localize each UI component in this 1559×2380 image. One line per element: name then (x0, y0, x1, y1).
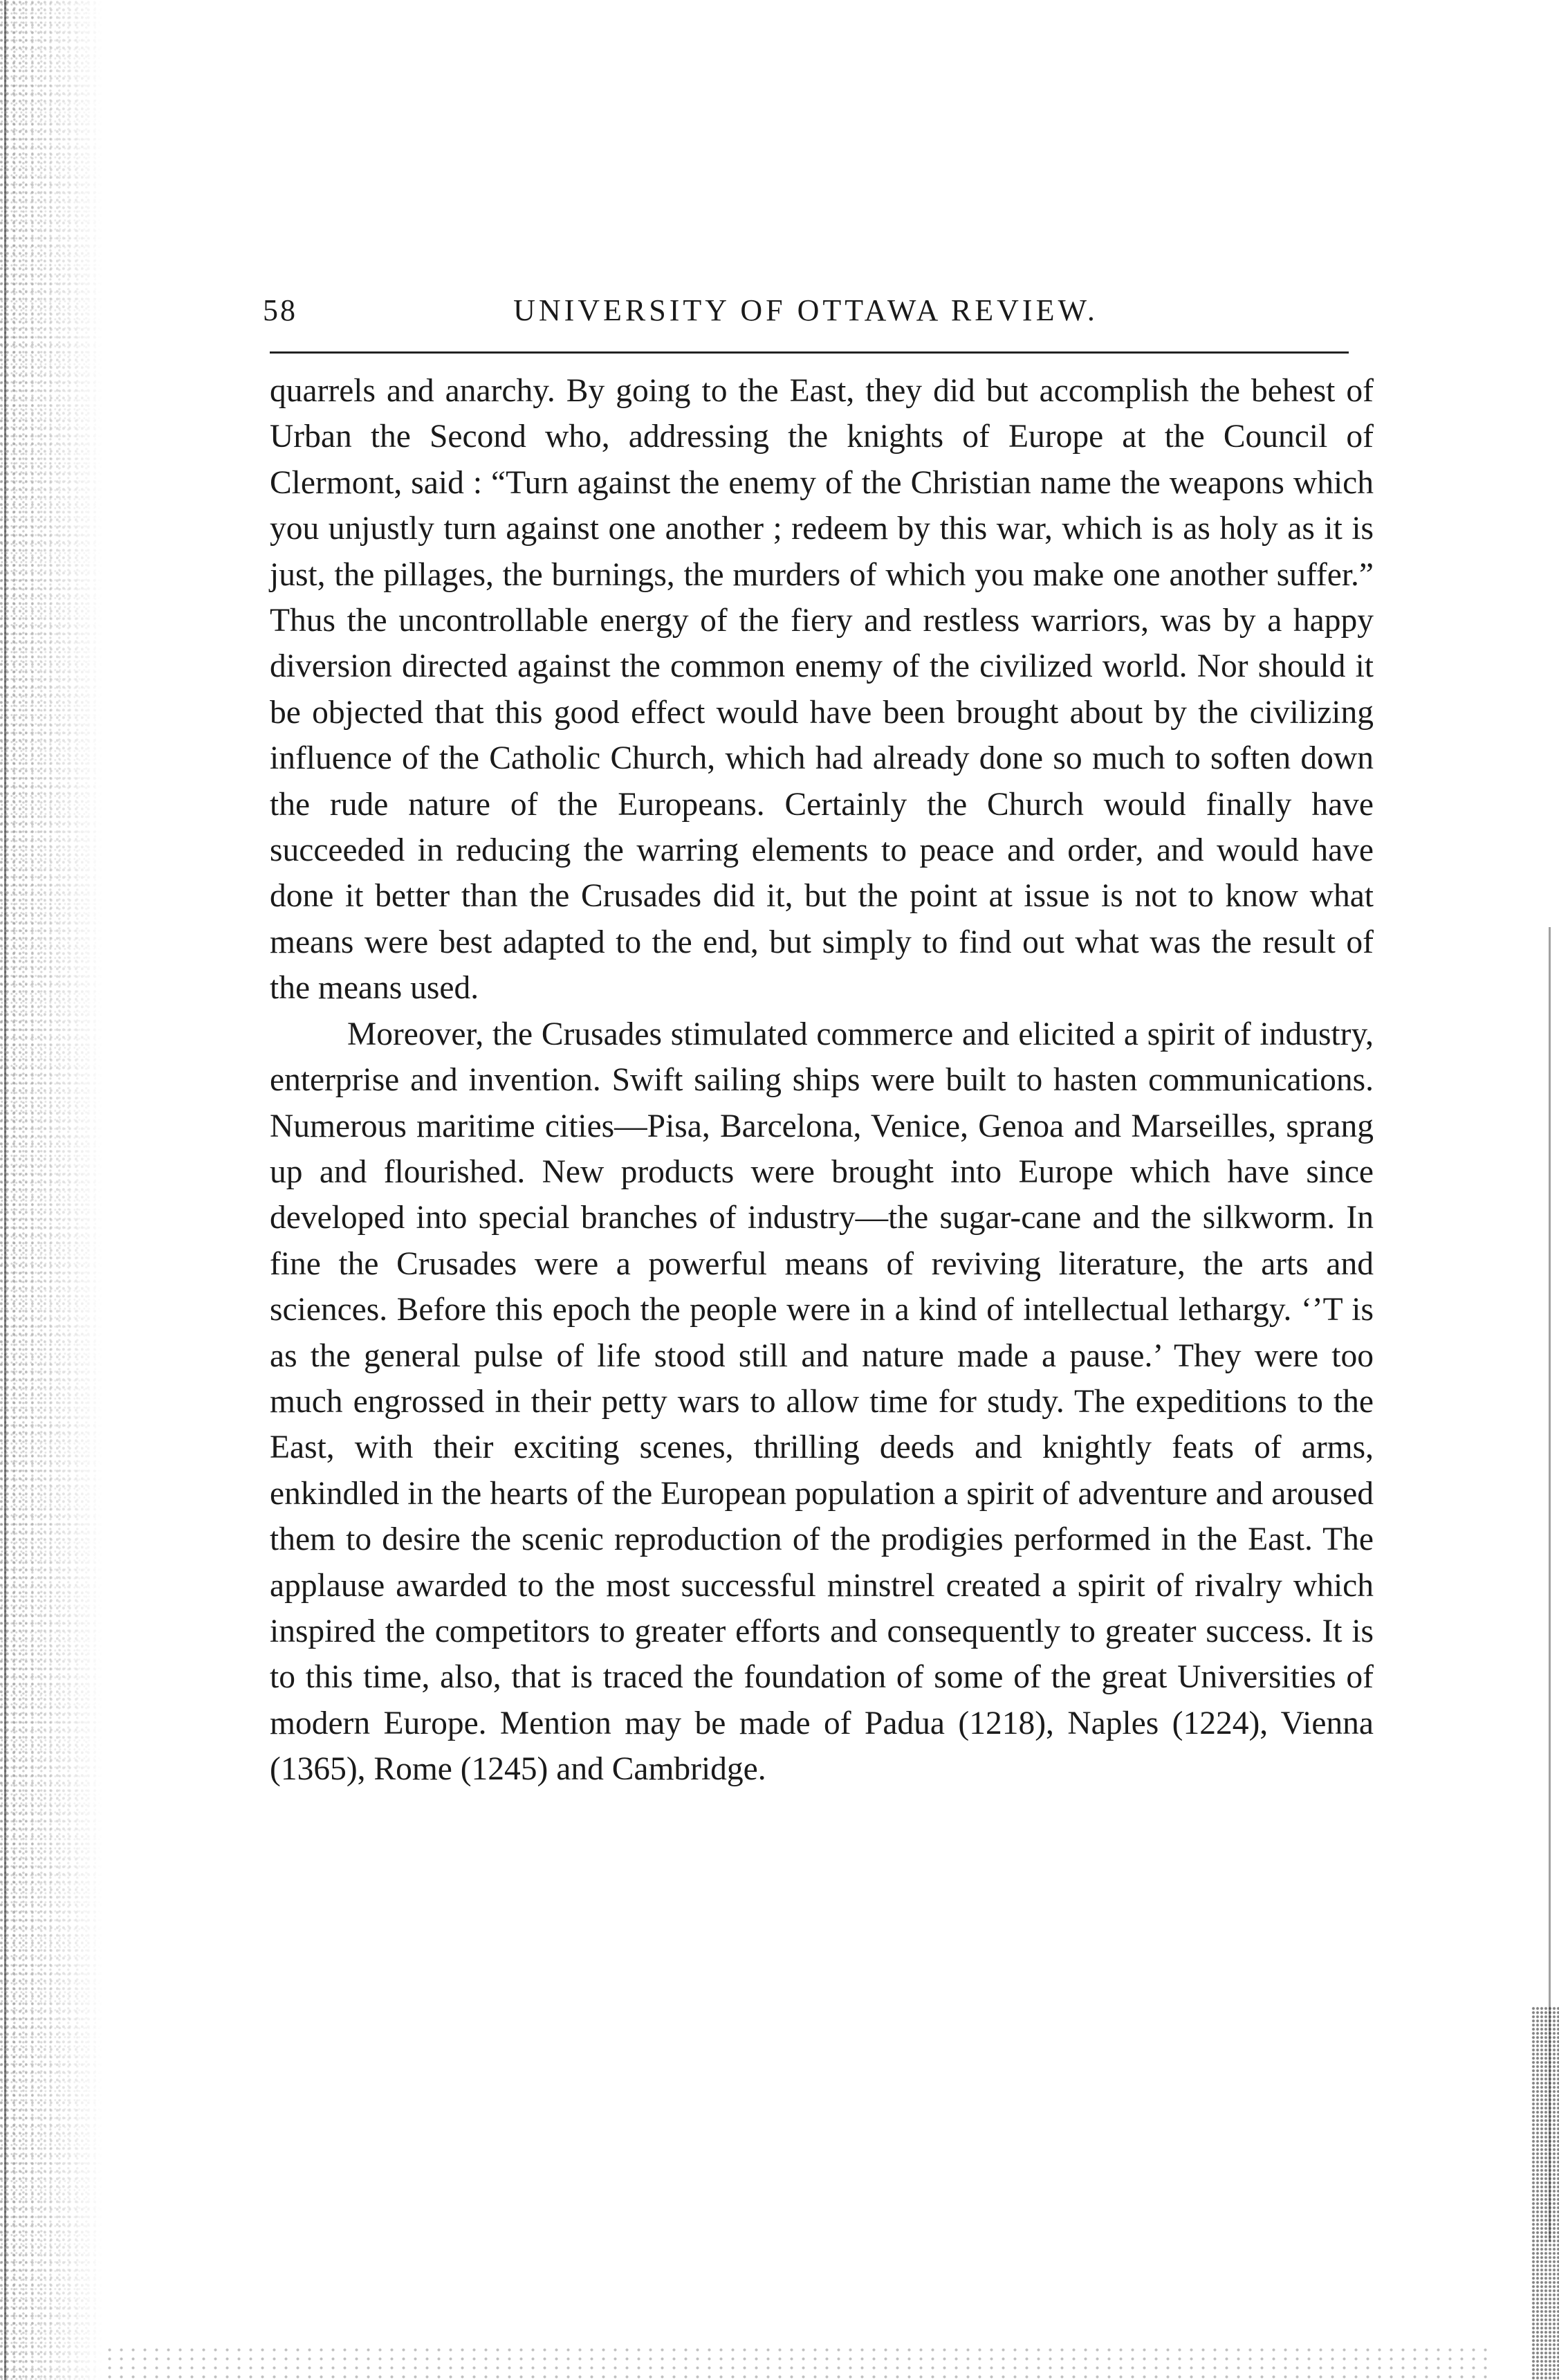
paragraph-crusades-effects: Moreover, the Crusades stimulated commerce and elicited a spirit of industry, enterprise and invention. Swift sailing ships were built to hasten communications. Numerous maritime cities—Pisa, Barcelona, Venice, Genoa and Marseilles, sprang up and flourished. New products were brought into Europe which have since developed into special branches of industry—the sugar-cane and the silkworm. In fine the Crusades were a powerful means of reviving literature, the arts and sciences. Before this epoch the people were in a kind of intellectual lethargy. ‘’T is as the general pulse of life stood still and nature made a pause.’ They were too much engrossed in their petty wars to allow time for study. The expeditions to the East, with their exciting scenes, thrilling deeds and knightly feats of arms, enkindled in the hearts of the European population a spirit of adventure and aroused them to desire the scenic reproduction of the prodigies performed in the East. The applause awarded to the most successful minstrel created a spirit of rivalry which inspired the competitors to greater efforts and consequently to greater success. It is to this time, also, that is traced the foundation of some of the great Universities of modern Europe. Mention may be made of Padua (1218), Naples (1224), Vienna (1365), Rome (1245) and Cambridge. (270, 1016, 1374, 1788)
running-head (263, 287, 1349, 336)
page-number: 58 (263, 293, 297, 327)
paragraph-continued: quarrels and anarchy. By going to the East, they did but accomplish the behest of Urban the Second who, addressing the knights of Europe at the Council of Clermont, said : “Turn against the enemy of the Christian name the weapons which you unjustly turn against one another ; redeem by this war, which is as holy as it is just, the pillages, the burnings, the murders of which you make one another suffer.” Thus the uncontrollable energy of the fiery and restless warriors, was by a happy diversion directed against the common enemy of the civilized world. Nor should it be objected that this good effect would have been brought about by the civilizing influence of the Catholic Church, which had already done so much to soften down the rude nature of the Europeans. Certainly the Church would finally have succeeded in reducing the warring elements to peace and order, and would have done it better than the Crusades did it, but the point at issue is not to know what means were best adapted to the end, but simply to find out what was the result of the means used. (270, 373, 1374, 1007)
scan-noise-bottom (104, 2345, 1487, 2380)
scan-noise-left (0, 0, 104, 2380)
journal-title: UNIVERSITY OF OTTAWA REVIEW. (513, 293, 1098, 327)
article-body (270, 368, 1374, 1793)
header-rule (270, 351, 1349, 354)
scan-noise-right (1531, 2006, 1559, 2380)
